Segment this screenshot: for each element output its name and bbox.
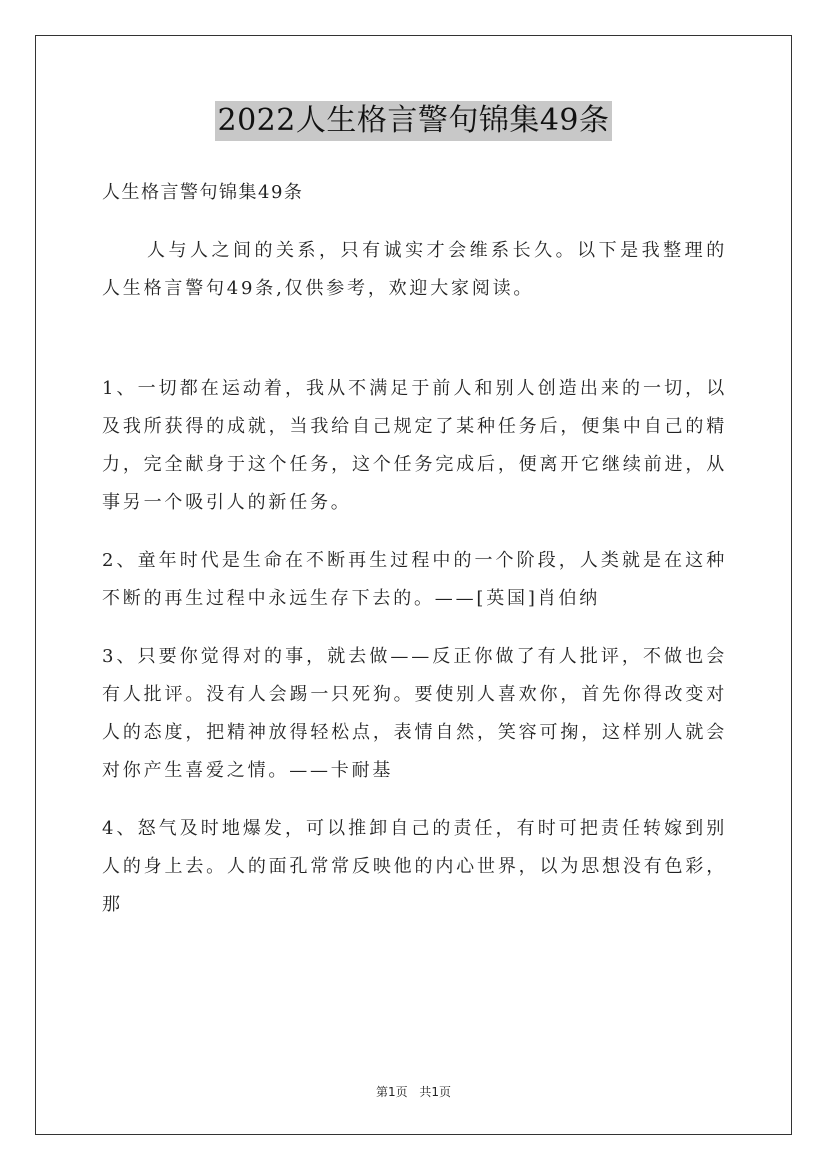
document-body [102, 174, 727, 944]
document-title: 2022人生格言警句锦集49条 [215, 101, 611, 141]
page-number-current: 第1页 [375, 1085, 408, 1099]
quote-item-3: 3、只要你觉得对的事，就去做——反正你做了有人批评，不做也会有人批评。没有人会踢一只死狗。要使别人喜欢你，首先你得改变对人的态度，把精神放得轻松点，表情自然，笑容可掬，这样别人就会对你产生喜爱之情。——卡耐基 [102, 646, 727, 781]
quote-item-2: 2、童年时代是生命在不断再生过程中的一个阶段，人类就是在这种不断的再生过程中永远生存下去的。——[英国]肖伯纳 [102, 550, 727, 609]
page-footer [0, 1083, 827, 1100]
quote-item-4: 4、怒气及时地爆发，可以推卸自己的责任，有时可把责任转嫁到别人的身上去。人的面孔常常反映他的内心世界，以为思想没有色彩，那 [102, 818, 727, 915]
quote-item-1: 1、一切都在运动着，我从不满足于前人和别人创造出来的一切，以及我所获得的成就，当我给自己规定了某种任务后，便集中自己的精力，完全献身于这个任务，这个任务完成后，便离开它继续前进，从事另一个吸引人的新任务。 [102, 378, 727, 513]
page-number-total: 共1页 [419, 1085, 452, 1099]
title-container [0, 101, 827, 141]
document-subtitle: 人生格言警句锦集49条 [102, 182, 304, 203]
intro-paragraph: 人与人之间的关系，只有诚实才会维系长久。以下是我整理的人生格言警句49条,仅供参考，欢迎大家阅读。 [102, 240, 727, 299]
